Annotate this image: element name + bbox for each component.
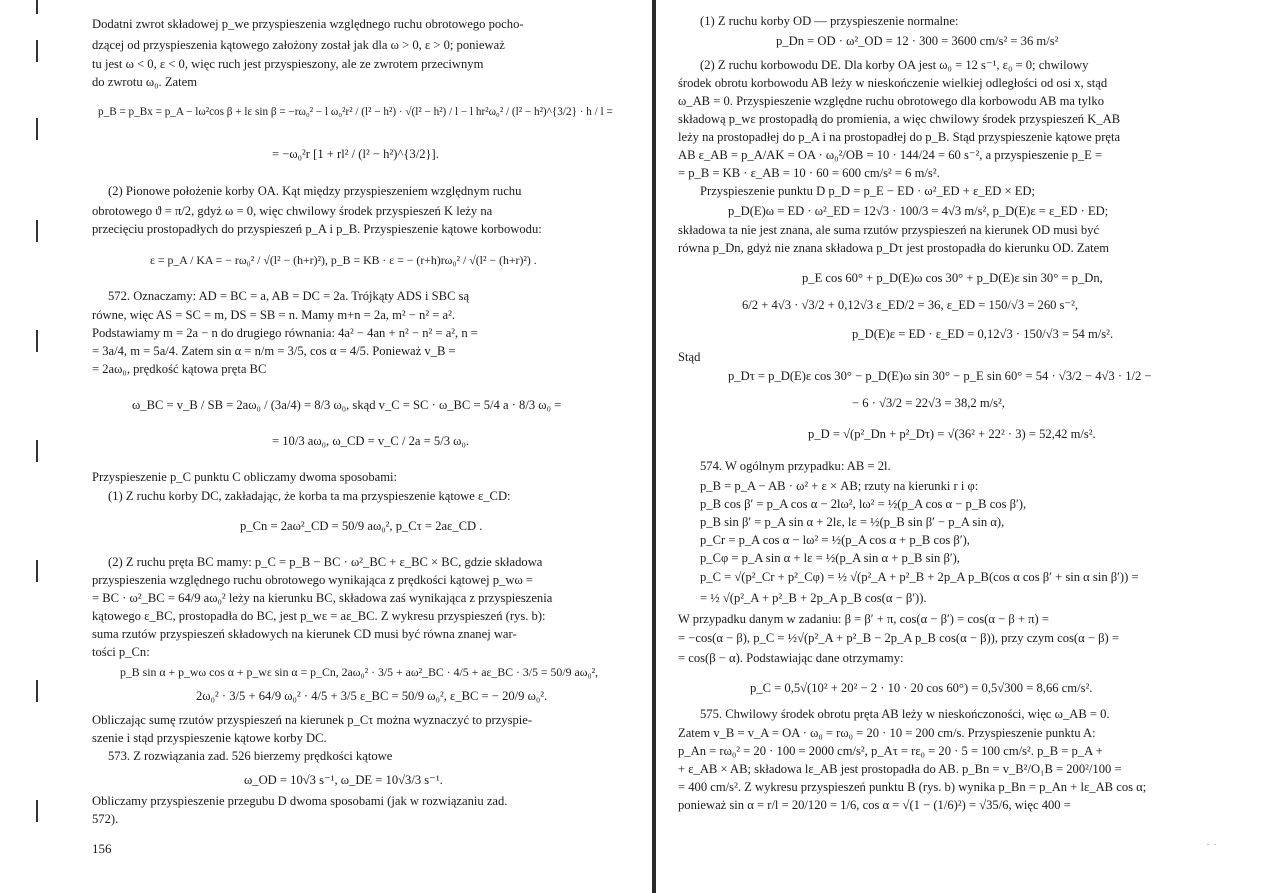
text-line: = p_B = KB · ε_AB = 10 · 60 = 600 cm/s² = 6 m/s².: [678, 166, 940, 180]
text-line: 572).: [92, 812, 119, 826]
text-line: składowa ta nie jest znana, ale suma rzutów przyspieszeń na kierunek OD musi być: [678, 223, 1100, 237]
text-line: składową p_wε prostopadłą do promienia, a więc chwilowy środek przyspieszeń K_AB: [678, 112, 1121, 126]
text-line: Podstawiamy m = 2a − n do drugiego równania: 4a² − 4an + n² − n² = a², n =: [92, 326, 478, 340]
text-line: 574. W ogólnym przypadku: AB = 2l.: [700, 459, 891, 473]
text-line: kątowego ε_BC, prostopadła do BC, jest p_wε = aε_BC. Z wykresu przyspieszeń (rys. b):: [92, 609, 546, 623]
text-line: szenie i stąd przyspieszenie kątowe korby DC.: [92, 731, 327, 745]
equation: ε = p_A / KA = − rω₀² / √(l² − (h+r)²), p_B = KB · ε = − (r+h)rω₀² / √(l² − (h+r)²) .: [150, 253, 537, 267]
text-line: (1) Z ruchu korby OD — przyspieszenie normalne:: [700, 14, 959, 28]
text-line: = 2aω₀, prędkość kątowa pręta BC: [92, 362, 267, 376]
text-line: suma rzutów przyspieszeń składowych na kierunek CD musi być równa znanej war-: [92, 627, 517, 641]
text-line: środek obrotu korbowodu AB leży w nieskończenie wielkiej odległości od osi x, stąd: [678, 76, 1108, 90]
text-line: przyspieszenia względnego ruchu obrotowego wynikająca z prędkości kątowej p_wω =: [92, 573, 533, 587]
scan-smudge: · ·: [1206, 837, 1217, 851]
text-line: obrotowego ϑ = π/2, gdyż ω = 0, więc chwilowy środek przyspieszeń K leży na: [92, 204, 493, 218]
text-line: tu jest ω < 0, ε < 0, więc ruch jest przyspieszony, ale ze zwrotem przeciwnym: [92, 57, 484, 71]
right-page: [656, 0, 1263, 893]
equation: 2ω₀² · 3/5 + 64/9 ω₀² · 4/5 + 3/5 ε_BC = 50/9 ω₀², ε_BC = − 20/9 ω₀².: [196, 689, 548, 703]
equation: − 6 · √3/2 = 22√3 = 38,2 m/s²,: [852, 396, 1005, 410]
equation: ω_OD = 10√3 s⁻¹, ω_DE = 10√3/3 s⁻¹.: [244, 773, 443, 787]
text-line: Dodatni zwrot składowej p_we przyspieszenia względnego ruchu obrotowego pocho-: [92, 17, 524, 31]
equation: p_E cos 60° + p_D(E)ω cos 30° + p_D(E)ε sin 30° = p_Dn,: [802, 271, 1103, 285]
text-line: 573. Z rozwiązania zad. 526 bierzemy prędkości kątowe: [108, 749, 393, 763]
page-number: 156: [92, 841, 112, 856]
equation: p_Dτ = p_D(E)ε cos 30° − p_D(E)ω sin 30° − p_E sin 60° = 54 · √3/2 − 4√3 · 1/2 −: [728, 369, 1152, 383]
text-line: + ε_AB × AB; składowa lε_AB jest prostopadła do AB. p_Bn = v_B²/O₁B = 200²/100 =: [678, 762, 1122, 776]
text-line: W przypadku danym w zadaniu: β = β′ + π, cos(α − β′) = cos(α − β + π) =: [678, 612, 1049, 626]
equation: ω_BC = v_B / SB = 2aω₀ / (3a/4) = 8/3 ω₀, skąd v_C = SC · ω_BC = 5/4 a · 8/3 ω₀ =: [132, 398, 562, 412]
text-line: 572. Oznaczamy: AD = BC = a, AB = DC = 2a. Trójkąty ADS i SBC są: [108, 289, 470, 303]
equation: = 10/3 aω₀, ω_CD = v_C / 2a = 5/3 ω₀.: [272, 434, 469, 448]
text-line: = 400 cm/s². Z wykresu przyspieszeń punktu B (rys. b) wynika p_Bn = p_An + lε_AB cos α;: [678, 780, 1147, 794]
text-line: ponieważ sin α = r/l = 20/120 = 1/6, cos α = √(1 − (1/6)²) = √35/6, więc 400 =: [678, 798, 1071, 812]
equation: p_B = p_Bx = p_A − lω²cos β + lε sin β = −rω₀² − l ω₀²r² / (l² − h²) · √(l² − h²) / l − l hr²ω₀² / (l² − h²)^{3/2} · h / l =: [98, 106, 613, 118]
text-line: p_B = p_A − AB · ω² + ε × AB; rzuty na kierunki r i φ:: [700, 479, 979, 493]
text-line: p_An = rω₀² = 20 · 100 = 2000 cm/s², p_Aτ = rε₀ = 20 · 5 = 100 cm/s². p_B = p_A +: [678, 744, 1103, 758]
text-line: (2) Pionowe położenie korby OA. Kąt między przyspieszeniem względnym ruchu: [108, 184, 522, 198]
text-line: Obliczamy przyspieszenie przegubu D dwoma sposobami (jak w rozwiązaniu zad.: [92, 794, 508, 808]
text-line: = 3a/4, m = 5a/4. Zatem sin α = n/m = 3/5, cos α = 4/5. Ponieważ v_B =: [92, 344, 456, 358]
equation: p_B sin α + p_wω cos α + p_wε sin α = p_Cn, 2aω₀² · 3/5 + aω²_BC · 4/5 + aε_BC · 3/5 = 50/9 aω₀²,: [120, 665, 599, 679]
equation: p_D = √(p²_Dn + p²_Dτ) = √(36² + 22² · 3) = 52,42 m/s².: [808, 427, 1096, 441]
text-line: Stąd: [678, 350, 701, 364]
text-line: = BC · ω²_BC = 64/9 aω₀² leży na kierunku BC, składowa zaś wynikająca z przyspieszenia: [92, 591, 553, 605]
equation: p_C = 0,5√(10² + 20² − 2 · 10 · 20 cos 60°) = 0,5√300 = 8,66 cm/s².: [750, 681, 1093, 695]
text-line: p_C = √(p²_Cr + p²_Cφ) = ½ √(p²_A + p²_B + 2p_A p_B(cos α cos β′ + sin α sin β′)) =: [700, 570, 1139, 584]
text-line: p_B sin β′ = p_A sin α + 2lε, lε = ½(p_B sin β′ − p_A sin α),: [700, 515, 1005, 529]
text-line: 575. Chwilowy środek obrotu pręta AB leży w nieskończoności, więc ω_AB = 0.: [700, 707, 1110, 721]
text-line: tości p_Cn:: [92, 645, 150, 659]
equation: p_D(E)ε = ED · ε_ED = 0,12√3 · 150/√3 = 54 m/s².: [852, 327, 1114, 341]
equation: 6/2 + 4√3 · √3/2 + 0,12√3 ε_ED/2 = 36, ε_ED = 150/√3 = 260 s⁻²,: [742, 298, 1079, 312]
equation: p_Cn = 2aω²_CD = 50/9 aω₀², p_Cτ = 2aε_CD .: [240, 519, 483, 533]
text-line: AB ε_AB = p_A/AK = OA · ω₀²/OB = 10 · 144/24 = 60 s⁻², a przyspieszenie p_E =: [678, 148, 1103, 162]
text-line: (2) Z ruchu pręta BC mamy: p_C = p_B − BC · ω²_BC + ε_BC × BC, gdzie składowa: [108, 555, 543, 569]
text-line: równe, więc AS = SC = m, DS = SB = n. Mamy m+n = 2a, m² − n² = a².: [92, 308, 456, 322]
text-line: leży na prostopadłej do p_A i na prostopadłej do p_B. Stąd przyspieszenie kątowe pręta: [678, 130, 1121, 144]
text-line: = ½ √(p²_A + p²_B + 2p_A p_B cos(α − β′)).: [700, 591, 927, 605]
text-line: (1) Z ruchu korby DC, zakładając, że korba ta ma przyspieszenie kątowe ε_CD:: [108, 489, 511, 503]
text-line: równa p_Dn, gdyż nie znana składowa p_Dτ jest prostopadła do kierunku OD. Zatem: [678, 241, 1110, 255]
text-line: = −cos(α − β), p_C = ½√(p²_A + p²_B − 2p_A p_B cos(α − β)), przy czym cos(α − β) =: [678, 631, 1119, 645]
text-line: p_B cos β′ = p_A cos α − 2lω², lω² = ½(p_A cos α − p_B cos β′),: [700, 497, 1027, 511]
text-line: ω_AB = 0. Przyspieszenie względne ruchu obrotowego dla korbowodu AB ma tylko: [678, 94, 1105, 108]
equation: = −ω₀²r [1 + rl² / (l² − h²)^{3/2}].: [272, 147, 439, 161]
text-line: Zatem v_B = v_A = OA · ω₀ = rω₀ = 20 · 10 = 200 cm/s. Przyspieszenie punktu A:: [678, 726, 1096, 740]
equation: p_D(E)ω = ED · ω²_ED = 12√3 · 100/3 = 4√3 m/s², p_D(E)ε = ε_ED · ED;: [728, 204, 1109, 218]
text-line: dzącej od przyspieszenia kątowego założony został jak dla ω > 0, ε > 0; ponieważ: [92, 38, 505, 52]
text-line: Przyspieszenie punktu D p_D = p_E − ED · ω²_ED + ε_ED × ED;: [700, 184, 1036, 198]
text-line: = cos(β − α). Podstawiając dane otrzymamy:: [678, 651, 904, 665]
text-line: p_Cφ = p_A sin α + lε = ½(p_A sin α + p_B sin β′),: [700, 551, 960, 565]
text-line: Obliczając sumę rzutów przyspieszeń na kierunek p_Cτ można wyznaczyć to przyspie-: [92, 713, 533, 727]
text-line: (2) Z ruchu korbowodu DE. Dla korby OA jest ω₀ = 12 s⁻¹, ε₀ = 0; chwilowy: [700, 58, 1089, 72]
text-line: przecięciu prostopadłych do przyspieszeń p_A i p_B. Przyspieszenie kątowe korbowodu:: [92, 222, 542, 236]
text-line: Przyspieszenie p_C punktu C obliczamy dwoma sposobami:: [92, 470, 398, 484]
text-line: do zwrotu ω₀. Zatem: [92, 75, 198, 89]
text-line: p_Cr = p_A cos α − lω² = ½(p_A cos α + p_B cos β′),: [700, 533, 970, 547]
equation: p_Dn = OD · ω²_OD = 12 · 300 = 3600 cm/s² = 36 m/s²: [776, 34, 1059, 48]
